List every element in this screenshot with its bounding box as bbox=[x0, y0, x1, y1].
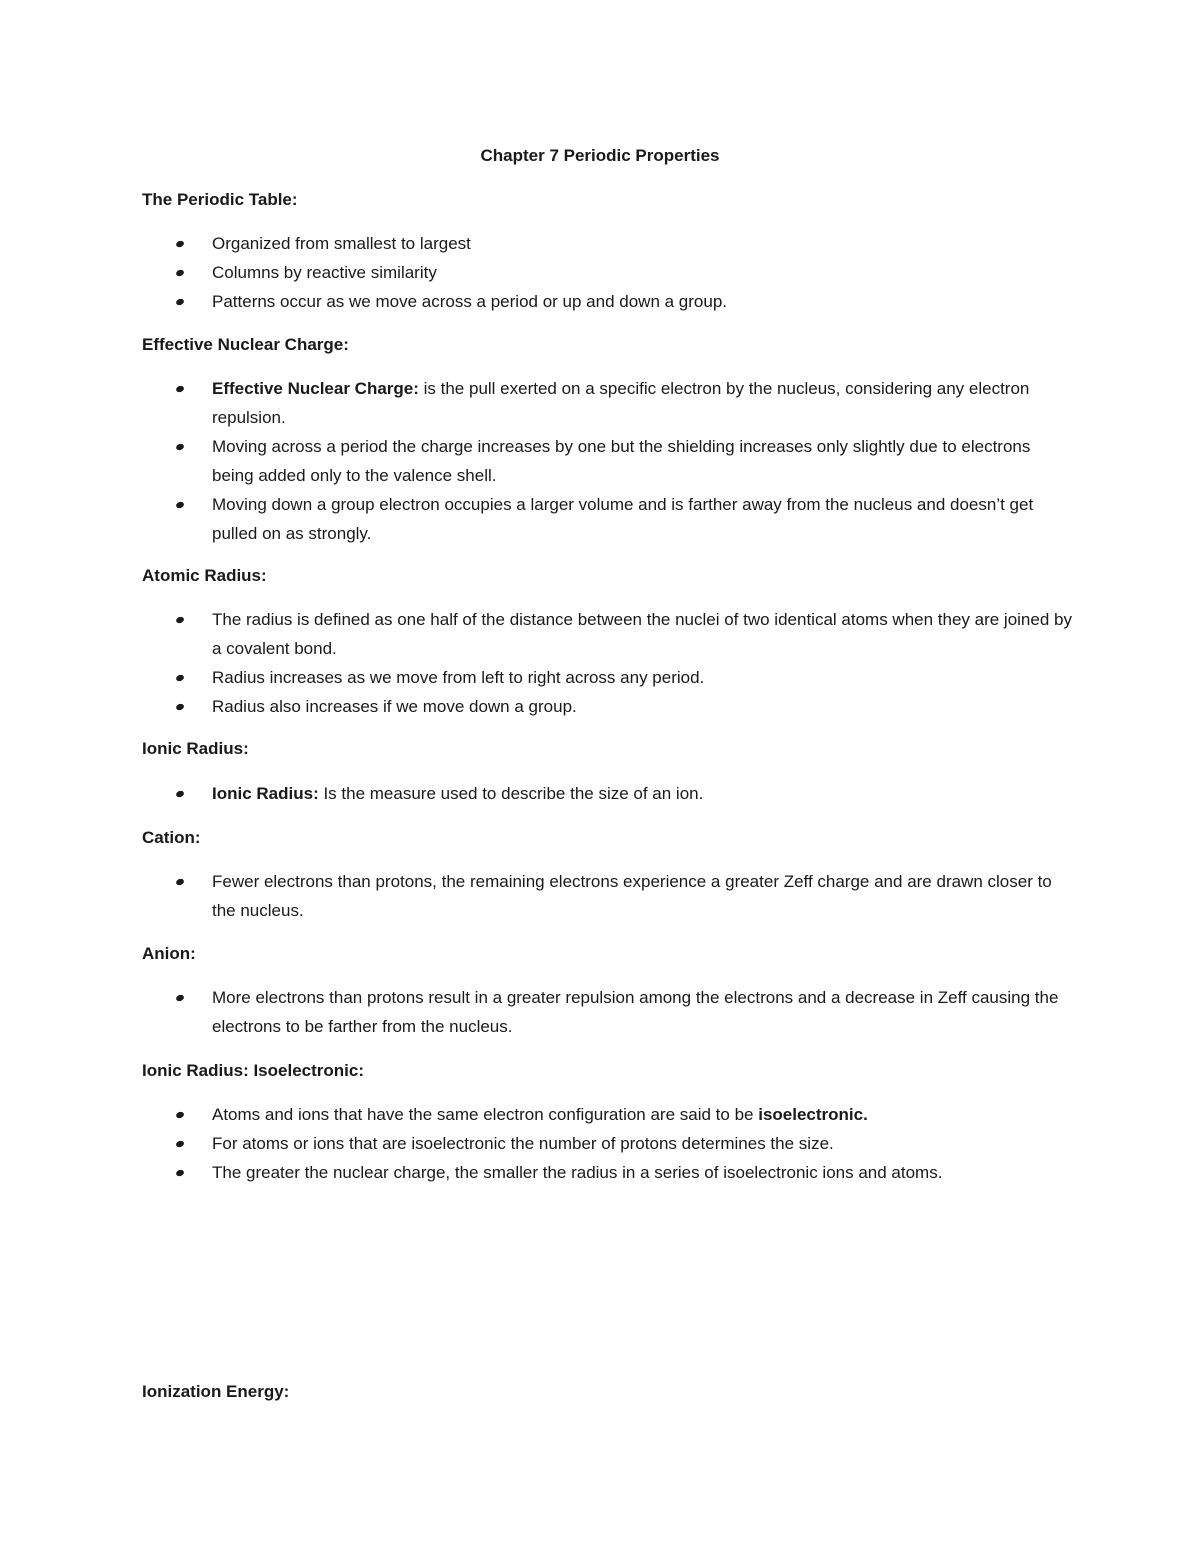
heading-isoelectronic: Ionic Radius: Isoelectronic: bbox=[142, 1061, 364, 1080]
list-item: Columns by reactive similarity bbox=[142, 258, 1072, 287]
list-effective-nuclear-charge bbox=[142, 374, 1072, 548]
heading-cation: Cation: bbox=[142, 828, 201, 847]
list-item: Patterns occur as we move across a period or up and down a group. bbox=[142, 287, 1072, 316]
list-periodic-table bbox=[142, 229, 1072, 316]
bullet-icon bbox=[175, 703, 185, 711]
list-item: Radius also increases if we move down a group. bbox=[142, 692, 1072, 721]
bullet-icon bbox=[175, 1169, 185, 1177]
list-item: Organized from smallest to largest bbox=[142, 229, 1072, 258]
list-anion bbox=[142, 983, 1072, 1041]
list-item: The radius is defined as one half of the distance between the nuclei of two identical atoms when they are joined by a covalent bond. bbox=[142, 605, 1072, 663]
list-item: Atoms and ions that have the same electron configuration are said to be isoelectronic. bbox=[142, 1100, 1072, 1129]
bullet-icon bbox=[175, 1140, 185, 1148]
list-item: More electrons than protons result in a greater repulsion among the electrons and a decrease in Zeff causing the electrons to be farther from the nucleus. bbox=[142, 983, 1072, 1041]
bullet-icon bbox=[175, 269, 185, 277]
heading-ionic-radius: Ionic Radius: bbox=[142, 739, 249, 758]
list-ionic-radius bbox=[142, 779, 1072, 808]
bullet-icon bbox=[175, 674, 185, 682]
list-item: Fewer electrons than protons, the remaining electrons experience a greater Zeff charge and are drawn closer to the nucleus. bbox=[142, 867, 1072, 925]
list-item: Radius increases as we move from left to right across any period. bbox=[142, 663, 1072, 692]
bullet-icon bbox=[175, 1111, 185, 1119]
list-atomic-radius bbox=[142, 605, 1072, 721]
heading-anion: Anion: bbox=[142, 944, 196, 963]
bullet-icon bbox=[175, 994, 185, 1002]
bullet-icon bbox=[175, 385, 185, 393]
bullet-icon bbox=[175, 298, 185, 306]
bullet-icon bbox=[175, 790, 185, 798]
heading-periodic-table: The Periodic Table: bbox=[142, 190, 298, 209]
heading-atomic-radius: Atomic Radius: bbox=[142, 566, 267, 585]
heading-ionization-energy: Ionization Energy: bbox=[142, 1382, 290, 1401]
list-item: Ionic Radius: Is the measure used to describe the size of an ion. bbox=[142, 779, 1072, 808]
bullet-icon bbox=[175, 443, 185, 451]
bullet-icon bbox=[175, 501, 185, 509]
list-item: Moving down a group electron occupies a larger volume and is farther away from the nucleus and doesn’t get pulled on as strongly. bbox=[142, 490, 1072, 548]
list-cation bbox=[142, 867, 1072, 925]
list-isoelectronic bbox=[142, 1100, 1072, 1187]
bullet-icon bbox=[175, 240, 185, 248]
bullet-icon bbox=[175, 616, 185, 624]
list-item: Effective Nuclear Charge: is the pull exerted on a specific electron by the nucleus, considering any electron repulsion. bbox=[142, 374, 1072, 432]
bullet-icon bbox=[175, 878, 185, 886]
list-item: The greater the nuclear charge, the smaller the radius in a series of isoelectronic ions and atoms. bbox=[142, 1158, 1072, 1187]
heading-effective-nuclear-charge: Effective Nuclear Charge: bbox=[142, 335, 349, 354]
list-item: For atoms or ions that are isoelectronic the number of protons determines the size. bbox=[142, 1129, 1072, 1158]
page-title: Chapter 7 Periodic Properties bbox=[480, 146, 720, 165]
list-item: Moving across a period the charge increases by one but the shielding increases only slightly due to electrons being added only to the valence shell. bbox=[142, 432, 1072, 490]
